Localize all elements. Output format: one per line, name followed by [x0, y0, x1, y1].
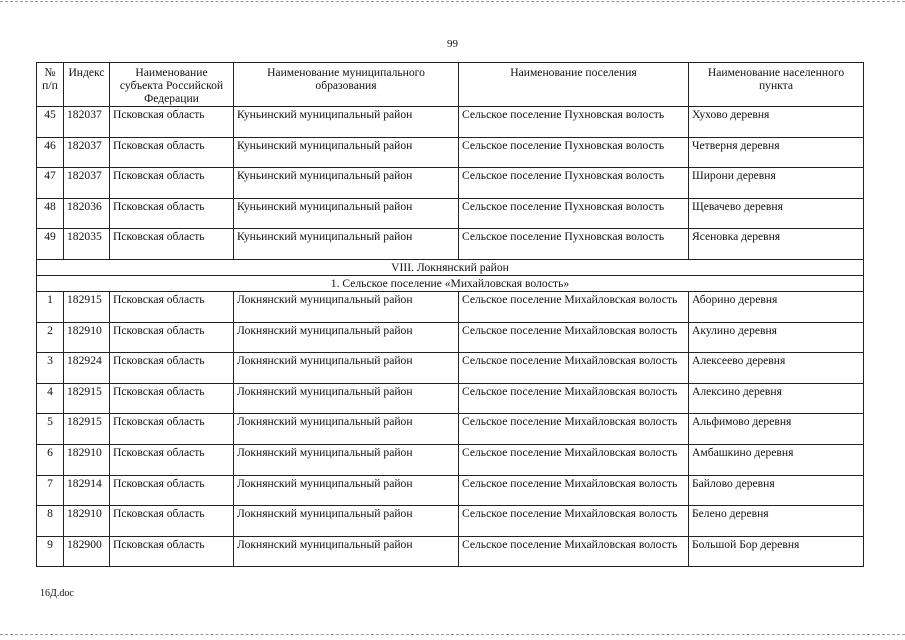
table-row [37, 414, 864, 445]
settlement-cell: Сельское поселение Пухновская волость [459, 198, 689, 229]
row-number-cell: 5 [37, 414, 64, 445]
postal-index-cell: 182910 [64, 322, 110, 353]
municipality-cell: Куньинский муниципальный район [234, 229, 459, 260]
municipality-cell: Локнянский муниципальный район [234, 444, 459, 475]
federal-subject-cell: Псковская область [110, 536, 234, 567]
postal-index-cell: 182900 [64, 536, 110, 567]
municipality-cell: Куньинский муниципальный район [234, 168, 459, 199]
header-federal-subject: Наименование субъекта Российской Федерации [110, 63, 234, 107]
federal-subject-cell: Псковская область [110, 291, 234, 322]
section-headers [37, 259, 864, 291]
settlement-cell: Сельское поселение Михайловская волость [459, 322, 689, 353]
locality-cell: Хухово деревня [689, 107, 864, 138]
federal-subject-cell: Псковская область [110, 506, 234, 537]
section-settlement-title: 1. Сельское поселение «Михайловская волость» [37, 275, 864, 291]
locality-cell: Алексеево деревня [689, 353, 864, 384]
header-row-number: № п/п [37, 63, 64, 107]
locality-cell: Ясеновка деревня [689, 229, 864, 260]
federal-subject-cell: Псковская область [110, 137, 234, 168]
locality-cell: Большой Бор деревня [689, 536, 864, 567]
municipality-cell: Локнянский муниципальный район [234, 353, 459, 384]
locality-cell: Амбашкино деревня [689, 444, 864, 475]
federal-subject-cell: Псковская область [110, 383, 234, 414]
settlement-cell: Сельское поселение Пухновская волость [459, 107, 689, 138]
table-row [37, 322, 864, 353]
municipality-cell: Локнянский муниципальный район [234, 475, 459, 506]
locality-cell: Щевачево деревня [689, 198, 864, 229]
settlement-cell: Сельское поселение Пухновская волость [459, 229, 689, 260]
row-number-cell: 6 [37, 444, 64, 475]
table-row [37, 475, 864, 506]
table-row [37, 168, 864, 199]
table-row [37, 107, 864, 138]
federal-subject-cell: Псковская область [110, 414, 234, 445]
header-settlement: Наименование поселения [459, 63, 689, 107]
federal-subject-cell: Псковская область [110, 353, 234, 384]
table-row [37, 137, 864, 168]
locality-cell: Белено деревня [689, 506, 864, 537]
settlement-cell: Сельское поселение Михайловская волость [459, 475, 689, 506]
postal-index-cell: 182914 [64, 475, 110, 506]
table-row [37, 353, 864, 384]
table-body-part1 [37, 107, 864, 260]
row-number-cell: 46 [37, 137, 64, 168]
settlement-cell: Сельское поселение Михайловская волость [459, 536, 689, 567]
locality-cell: Четверня деревня [689, 137, 864, 168]
postal-index-cell: 182037 [64, 137, 110, 168]
row-number-cell: 48 [37, 198, 64, 229]
header-postal-index: Индекс [64, 63, 110, 107]
footer-file-name: 16Д.doc [40, 588, 74, 599]
locality-cell: Альфимово деревня [689, 414, 864, 445]
municipality-cell: Куньинский муниципальный район [234, 198, 459, 229]
federal-subject-cell: Псковская область [110, 168, 234, 199]
municipality-cell: Локнянский муниципальный район [234, 291, 459, 322]
municipality-cell: Локнянский муниципальный район [234, 414, 459, 445]
settlement-cell: Сельское поселение Пухновская волость [459, 168, 689, 199]
settlement-cell: Сельское поселение Пухновская волость [459, 137, 689, 168]
municipality-cell: Куньинский муниципальный район [234, 107, 459, 138]
locality-cell: Аборино деревня [689, 291, 864, 322]
table-row [37, 536, 864, 567]
municipality-cell: Локнянский муниципальный район [234, 383, 459, 414]
row-number-cell: 1 [37, 291, 64, 322]
federal-subject-cell: Псковская область [110, 444, 234, 475]
postal-index-cell: 182910 [64, 444, 110, 475]
settlement-cell: Сельское поселение Михайловская волость [459, 414, 689, 445]
locality-cell: Широни деревня [689, 168, 864, 199]
postal-index-cell: 182036 [64, 198, 110, 229]
municipality-cell: Локнянский муниципальный район [234, 536, 459, 567]
locality-cell: Алексино деревня [689, 383, 864, 414]
settlement-cell: Сельское поселение Михайловская волость [459, 383, 689, 414]
table-row [37, 506, 864, 537]
header-locality: Наименование населенного пункта [689, 63, 864, 107]
postal-index-cell: 182037 [64, 168, 110, 199]
row-number-cell: 8 [37, 506, 64, 537]
table-body-part2 [37, 291, 864, 566]
settlement-cell: Сельское поселение Михайловская волость [459, 291, 689, 322]
federal-subject-cell: Псковская область [110, 107, 234, 138]
municipality-cell: Локнянский муниципальный район [234, 506, 459, 537]
section-row-settlement [37, 275, 864, 291]
header-row [37, 63, 864, 107]
municipality-cell: Куньинский муниципальный район [234, 137, 459, 168]
settlement-cell: Сельское поселение Михайловская волость [459, 444, 689, 475]
postal-index-cell: 182910 [64, 506, 110, 537]
table-row [37, 291, 864, 322]
scan-edge-bottom [0, 634, 905, 635]
federal-subject-cell: Псковская область [110, 229, 234, 260]
scan-edge-top [0, 1, 905, 2]
settlement-registry-table [36, 62, 864, 567]
row-number-cell: 2 [37, 322, 64, 353]
locality-cell: Байлово деревня [689, 475, 864, 506]
header-municipality: Наименование муниципального образования [234, 63, 459, 107]
federal-subject-cell: Псковская область [110, 322, 234, 353]
page-number: 99 [447, 38, 458, 50]
row-number-cell: 49 [37, 229, 64, 260]
table-row [37, 198, 864, 229]
municipality-cell: Локнянский муниципальный район [234, 322, 459, 353]
section-row-district [37, 259, 864, 275]
settlement-cell: Сельское поселение Михайловская волость [459, 353, 689, 384]
postal-index-cell: 182035 [64, 229, 110, 260]
section-district-title: VIII. Локнянский район [37, 259, 864, 275]
postal-index-cell: 182915 [64, 291, 110, 322]
postal-index-cell: 182037 [64, 107, 110, 138]
row-number-cell: 3 [37, 353, 64, 384]
table-row [37, 383, 864, 414]
postal-index-cell: 182915 [64, 414, 110, 445]
federal-subject-cell: Псковская область [110, 475, 234, 506]
row-number-cell: 7 [37, 475, 64, 506]
postal-index-cell: 182924 [64, 353, 110, 384]
settlement-cell: Сельское поселение Михайловская волость [459, 506, 689, 537]
row-number-cell: 47 [37, 168, 64, 199]
postal-index-cell: 182915 [64, 383, 110, 414]
locality-cell: Акулино деревня [689, 322, 864, 353]
table-row [37, 444, 864, 475]
table-row [37, 229, 864, 260]
federal-subject-cell: Псковская область [110, 198, 234, 229]
row-number-cell: 45 [37, 107, 64, 138]
row-number-cell: 4 [37, 383, 64, 414]
row-number-cell: 9 [37, 536, 64, 567]
